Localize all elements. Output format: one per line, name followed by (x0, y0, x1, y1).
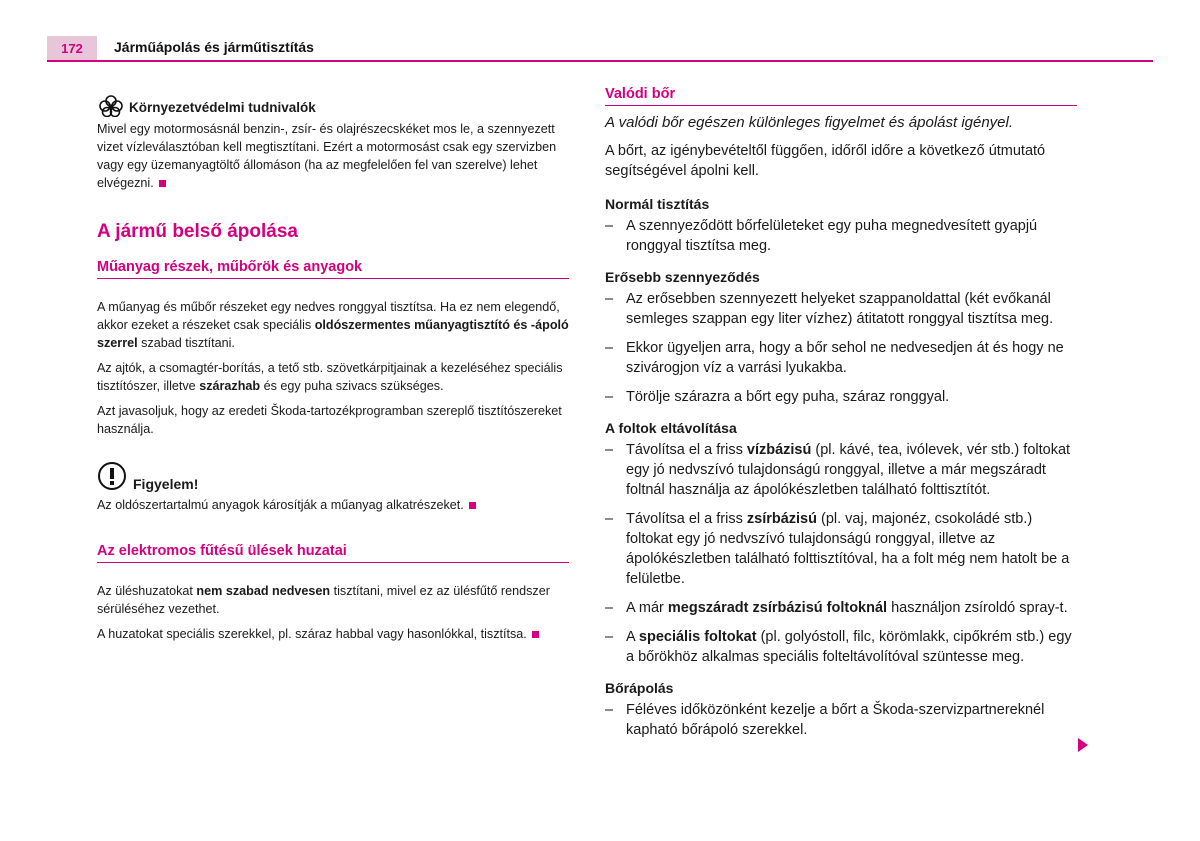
warning-title: Figyelem! (133, 476, 199, 492)
right-column (605, 86, 1077, 749)
seat-heading: Az elektromos fűtésű ülések huzatai (97, 543, 569, 563)
end-marker (159, 180, 166, 187)
leather-heading: Valódi bőr (605, 86, 1077, 106)
leather-care-title: Bőrápolás (605, 680, 674, 696)
plastic-paragraph-2: Az ajtók, a csomagtér-borítás, a tető stb. szövetkárpitjainak a kezeléséhez speciális tisztítószer, illetve szárazhab és egy puha szivacs szükséges. (97, 361, 563, 393)
flower-icon (97, 95, 125, 120)
page-header (47, 36, 1153, 62)
list-item: – Távolítsa el a friss zsírbázisú (pl. vaj, majonéz, csokoládé stb.) foltokat egy jó nedvszívó tulajdonságú ronggyal, illetve az ápolókészletben található folttisztítóval, ha a folt még nem hatolt be a felületbe. (605, 511, 1070, 587)
list-item: – A szennyeződött bőrfelületeket egy puha megnedvesített gyapjú ronggyal tisztítsa meg. (605, 218, 1038, 254)
plastic-paragraph-3: Azt javasoljuk, hogy az eredeti Škoda-tartozékprogramban szereplő tisztítószereket használja. (97, 404, 562, 436)
leather-lead: A valódi bőr egészen különleges figyelmet és ápolást igényel. (605, 114, 1014, 131)
list-item: – A speciális foltokat (pl. golyóstoll, filc, körömlakk, cipőkrém stb.) egy a bőrökhöz alkalmas speciális folteltávolítóval szüntesse meg. (605, 629, 1072, 665)
strong-dirt-title: Erősebb szennyeződés (605, 269, 760, 285)
left-column (97, 95, 569, 650)
seat-paragraph-2: A huzatokat speciális szerekkel, pl. száraz habbal vagy hasonlókkal, tisztítsa. (97, 625, 569, 643)
section-heading: A jármű belső ápolása (97, 221, 298, 242)
plastic-heading: Műanyag részek, műbőrök és anyagok (97, 259, 569, 279)
stain-removal-title: A foltok eltávolítása (605, 420, 737, 436)
eco-note-text: Mivel egy motormosásnál benzin-, zsír- és olajrészecskéket mos le, a szennyezett vizet vízleválasztóban kell megtisztítani. Ezért a motormosást csak egy szervizben vagy egy üzemanyagtöltő állomáson (ha az megfelelően fel van szerelve) lehet elvégezni. (97, 122, 557, 190)
warning-text: Az oldószertartalmú anyagok károsítják a műanyag alkatrészeket. (97, 496, 569, 514)
next-page-arrow-icon[interactable] (1078, 738, 1088, 752)
list-item: – Ekkor ügyeljen arra, hogy a bőr sehol ne nedvesedjen át és hogy ne szivárogjon víz a varrási lyukakba. (605, 340, 1064, 376)
seat-paragraph-1: Az üléshuzatokat nem szabad nedvesen tisztítani, mivel ez az ülésfűtő rendszer sérüléséhez vezethet. (97, 584, 550, 616)
leather-intro: A bőrt, az igénybevételtől függően, időről időre a következő útmutató segítségével ápolni kell. (605, 143, 1046, 179)
eco-note-title-row (97, 95, 569, 120)
chapter-title: Járműápolás és járműtisztítás (114, 39, 314, 55)
normal-cleaning-title: Normál tisztítás (605, 196, 710, 212)
warning-icon (97, 461, 127, 494)
end-marker (469, 502, 476, 509)
end-marker (532, 631, 539, 638)
list-item: – Távolítsa el a friss vízbázisú (pl. kávé, tea, ivólevek, vér stb.) foltokat egy jó nedvszívó tulajdonságú ronggyal, illetve a már megszáradt foltnál használja az ápolókészletben található folttisztítót. (605, 442, 1071, 498)
warning-title-row (97, 461, 569, 494)
list-item: – A már megszáradt zsírbázisú foltoknál használjon zsíroldó spray-t. (605, 600, 1068, 616)
list-item: – Féléves időközönként kezelje a bőrt a Škoda-szervizpartnereknél kapható bőrápoló szerekkel. (605, 702, 1045, 738)
page-number: 172 (47, 36, 97, 60)
plastic-paragraph-1: A műanyag és műbőr részeket egy nedves ronggyal tisztítsa. Ha ez nem elegendő, akkor ezeket a részeket csak speciális oldószermentes műanyagtisztító és -ápoló szerrel szabad tisztítani. (97, 300, 569, 350)
eco-note-title: Környezetvédelmi tudnivalók (129, 100, 316, 115)
list-item: – Az erősebben szennyezett helyeket szappanoldattal (két evőkanál semleges szappan egy liter vízhez) átitatott ronggyal tisztítsa meg. (605, 291, 1054, 327)
list-item: – Törölje szárazra a bőrt egy puha, száraz ronggyal. (605, 389, 950, 405)
